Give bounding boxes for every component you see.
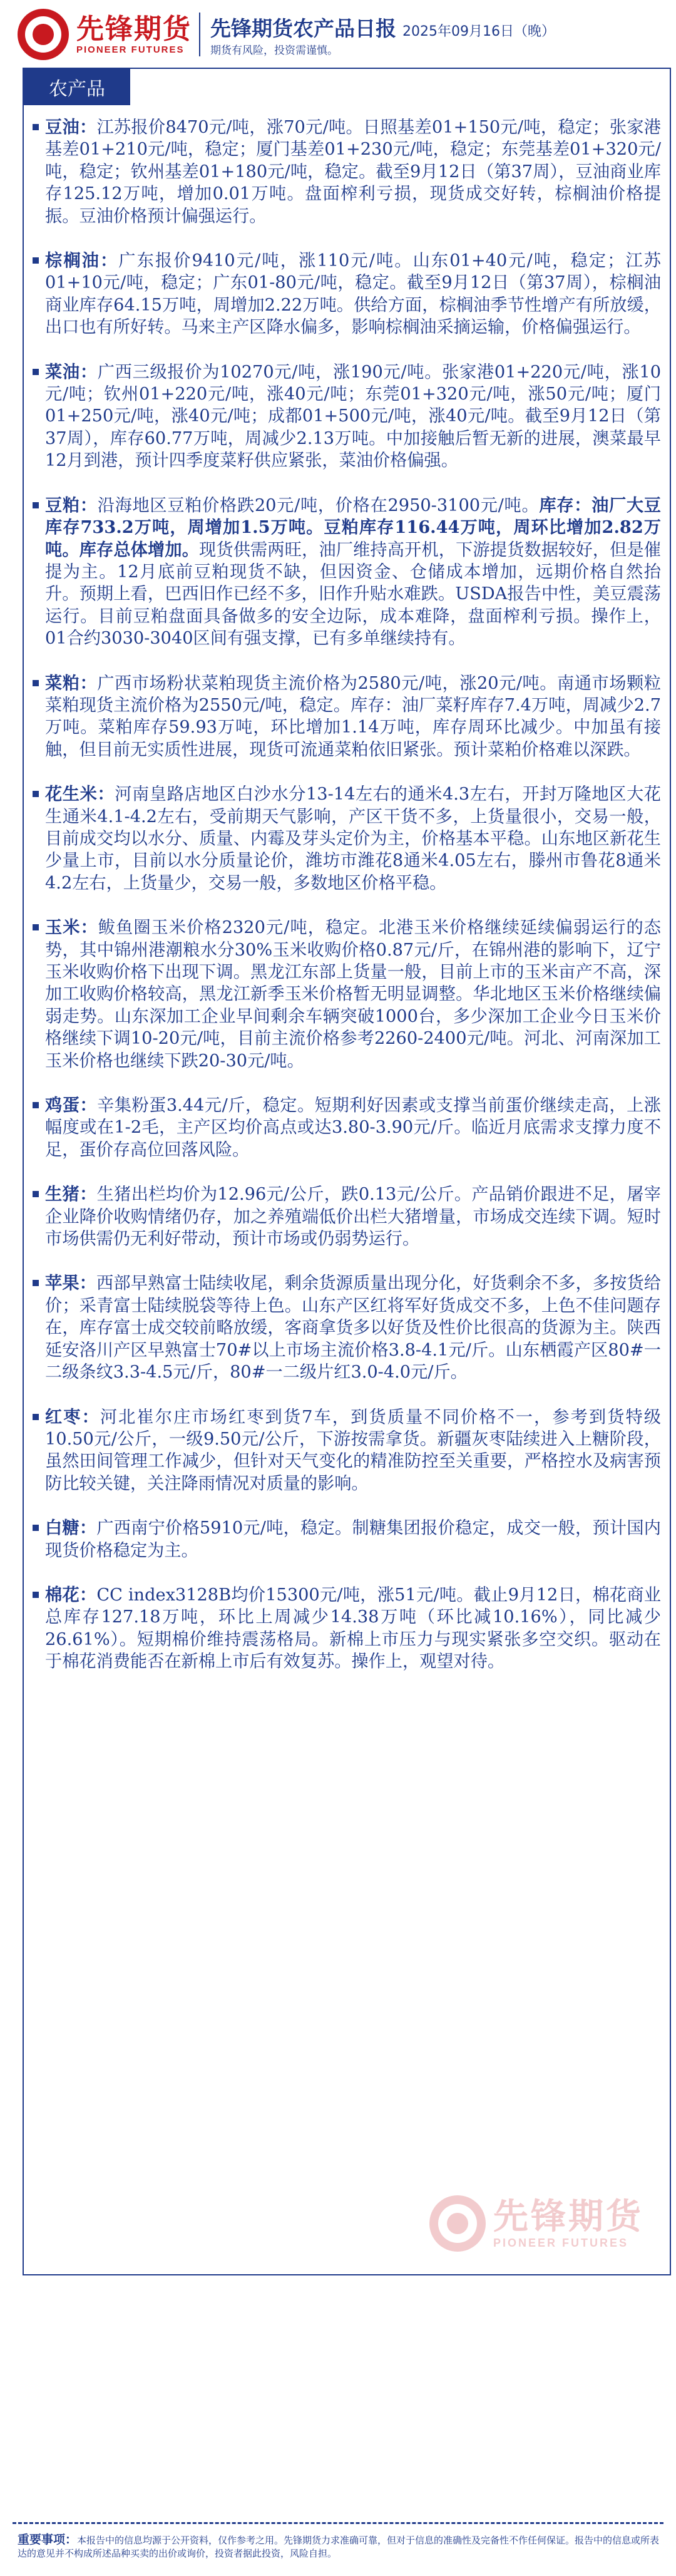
item-text: 广西南宁价格5910元/吨，稳定。制糖集团报价稳定，成交一般，预计国内现货价格稳定为主。 [45, 1518, 661, 1560]
item-text: 江苏报价8470元/吨，涨70元/吨。日照基差01+150元/吨，稳定；张家港基差01+210元/吨，稳定；厦门基差01+230元/吨，稳定；东莞基差01+320元/吨，稳定；钦州基差01+180元/吨，稳定。截至9月12日（第37周），豆油商业库存125.12万吨，增加0.01万吨。盘面榨利亏损，现货成交好转，棕榈油价格提振。豆油价格预计偏强运行。 [45, 118, 661, 226]
report-header [0, 0, 676, 69]
list-item-red-date [33, 1406, 661, 1495]
item-text: 西部早熟富士陆续收尾，剩余货源质量出现分化，好货剩余不多，多按货给价；采青富士陆续脱袋等待上色。山东产区红将军好货成交不多，上色不佳问题存在，库存富士成交较前略放缓，客商拿货多以好货及性价比很高的货源为主。陕西延安洛川产区早熟富士70#以上市场主流价格3.8-4.1元/斤。山东栖霞产区80#一二级条纹3.3-4.5元/斤，80#一二级片红3.0-4.0元/斤。 [45, 1274, 661, 1383]
header-divider [199, 13, 200, 56]
list-item-rapeseed-meal [33, 672, 661, 761]
item-text: 广西三级报价为10270元/吨，涨190元/吨。张家港01+220元/吨，涨10元/吨；钦州01+220元/吨，涨40元/吨；东莞01+320元/吨，涨50元/吨；厦门01+250元/吨，涨40元/吨；成都01+500元/吨，涨40元/吨。截至9月12日（第37周），库存60.77万吨，周减少2.13万吨。中加接触后暂无新的进展，澳菜最早12月到港，预计四季度菜籽供应紧张，菜油价格偏强。 [45, 362, 661, 471]
item-name: 苹果： [45, 1273, 97, 1294]
item-name: 鸡蛋： [45, 1095, 98, 1116]
report-date: 2025年09月16日（晚） [402, 24, 555, 39]
item-name: 玉米： [45, 917, 98, 938]
logo-chinese-name: 先锋期货 [76, 13, 192, 45]
item-text: 现货供需两旺，油厂维持高开机，下游提货数据较好，但是催提为主。12月底前豆粕现货不缺，但因资金、仓储成本增加，远期价格自然抬升。预期上看，巴西旧作已经不多，旧作升贴水难跌。USDA报告中性，美豆震荡运行。目前豆粕盘面具备做多的安全边际，成本难降，盘面榨利亏损。操作上，01合约3030-3040区间有强支撑，已有多单继续持有。 [45, 540, 661, 649]
item-text: 广东报价9410元/吨，涨110元/吨。山东01+40元/吨，稳定；江苏01+10元/吨，稳定；广东01-80元/吨，稳定。截至9月12日（第37周），棕榈油商业库存64.15万吨，周增加2.22万吨。供给方面，棕榈油季节性增产有所放缓，出口也有所好转。马来主产区降水偏多，影响棕榈油采摘运输，价格偏强运行。 [45, 251, 661, 337]
disclaimer-label: 重要事项： [18, 2533, 78, 2547]
watermark-chinese-name: 先锋期货 [493, 2196, 643, 2237]
item-text-highlight: 库存：油厂大豆库存733.2万吨，周增加1.5万吨。豆粕库存116.44万吨，周环比增加2.82万吨。库存总体增加。 [45, 495, 661, 560]
item-text: 鲅鱼圈玉米价格2320元/吨，稳定。北港玉米价格继续延续偏弱运行的态势，其中锦州港潮粮水分30%玉米收购价格0.87元/斤，在锦州港的影响下，辽宁玉米收购价格下出现下调。黑龙江东部上货量一般，目前上市的玉米亩产不高，深加工收购价格较高，黑龙江新季玉米价格暂无明显调整。华北地区玉米价格继续偏弱走势。山东深加工企业早间剩余车辆突破1000台，多少深加工企业今日玉米价格继续下调10-20元/吨，目前主流价格参考2260-2400元/吨。河北、河南深加工玉米价格也继续下跌20-30元/吨。 [45, 918, 661, 1071]
item-name: 豆油： [45, 117, 97, 137]
report-title [210, 13, 555, 42]
list-item-palm-oil [33, 250, 661, 339]
item-text: CC index3128B均价15300元/吨，涨51元/吨。截止9月12日，棉花商业总库存127.18万吨，环比上周减少14.38万吨（环比减10.16%），同比减少26.61%）。短期棉价维持震荡格局。新棉上市压力与现实紧张多空交织。驱动在于棉花消费能否在新棉上市后有效复苏。操作上，观望对待。 [45, 1585, 661, 1672]
logo-emblem-icon [18, 9, 69, 60]
company-logo [18, 6, 205, 63]
item-text: 生猪出栏均价为12.96元/公斤，跌0.13元/公斤。产品销价跟进不足，屠宰企业降价收购情绪仍存，加之养殖端低价出栏大猪增量，市场成交连续下调。短时市场供需仍无利好带动，预计市场或仍弱势运行。 [45, 1185, 661, 1249]
risk-warning: 期货有风险，投资需谨慎。 [210, 44, 338, 57]
content-frame [23, 68, 671, 2275]
list-item-rapeseed-oil [33, 361, 661, 472]
company-watermark [429, 2189, 667, 2258]
footer-divider [13, 2522, 663, 2524]
list-item-peanut [33, 783, 661, 894]
item-name: 生猪： [45, 1184, 97, 1205]
item-name: 豆粕： [45, 495, 98, 515]
watermark-emblem-icon [429, 2195, 486, 2252]
item-name: 棉花： [45, 1584, 97, 1605]
list-item-sugar [33, 1517, 661, 1562]
list-item-apple [33, 1272, 661, 1383]
watermark-english-name: PIONEER FUTURES [493, 2236, 629, 2249]
item-name: 花生米： [45, 784, 115, 805]
disclaimer-text: 本报告中的信息均源于公开资料，仅作参考之用。先锋期货力求准确可靠，但对于信息的准确性及完备性不作任何保证。报告中的信息或所表达的意见并不构成所述品种买卖的出价或询价，投资者据此投资，风险自担。 [18, 2535, 660, 2559]
item-name: 白糖： [45, 1518, 97, 1538]
item-name: 红枣： [45, 1406, 100, 1427]
report-title-text: 先锋期货农产品日报 [210, 16, 396, 41]
list-item-egg [33, 1095, 661, 1161]
item-text: 河北崔尔庄市场红枣到货7车，到货质量不同价格不一，参考到货特级10.50元/公斤，一级9.50元/公斤，下游按需拿货。新疆灰枣陆续进入上糖阶段，虽然田间管理工作减少，但针对天气变化的精准防控至关重要，严格控水及病害预防比较关键，关注降雨情况对质量的影响。 [45, 1407, 661, 1493]
logo-english-name: PIONEER FUTURES [76, 44, 185, 55]
item-text: 河南皇路店地区白沙水分13-14左右的通米4.3左右，开封万隆地区大花生通米4.1-4.2左右，受前期天气影响，产区干货不多，上货量很小，交易一般，目前成交均以水分、质量、内霉及芽头定价为主，价格基本平稳。山东地区新花生少量上市，目前以水分质量论价，潍坊市潍花8通米4.05左右，滕州市鲁花8通米4.2左右，上货量少，交易一般，多数地区价格平稳。 [45, 785, 661, 893]
item-name: 棕榈油： [45, 250, 119, 271]
disclaimer [18, 2533, 662, 2560]
list-item-soybean-oil [33, 116, 661, 227]
commodity-list [33, 116, 661, 1696]
item-name: 菜粕： [45, 672, 98, 693]
list-item-soybean-meal [33, 495, 661, 650]
item-text: 沿海地区豆粕价格跌20元/吨，价格在2950-3100元/吨。 [97, 495, 540, 515]
item-name: 菜油： [45, 361, 98, 382]
list-item-cotton [33, 1584, 661, 1673]
item-text: 辛集粉蛋3.44元/斤，稳定。短期利好因素或支撑当前蛋价继续走高，上涨幅度或在1-2毛，主产区均价高点或达3.80-3.90元/斤。临近月底需求支撑力度不足，蛋价存高位回落风险。 [45, 1096, 661, 1160]
list-item-corn [33, 917, 661, 1072]
section-label: 农产品 [24, 69, 130, 105]
list-item-hog [33, 1183, 661, 1250]
item-text: 广西市场粉状菜粕现货主流价格为2580元/吨，涨20元/吨。南通市场颗粒菜粕现货主流价格为2550元/吨，稳定。库存：油厂菜籽库存7.4万吨，周减少2.7万吨。菜粕库存59.93万吨，环比增加1.14万吨，库存周环比减少。中加虽有接触，但目前无实质性进展，现货可流通菜粕依旧紧张。预计菜粕价格难以深跌。 [45, 673, 661, 760]
